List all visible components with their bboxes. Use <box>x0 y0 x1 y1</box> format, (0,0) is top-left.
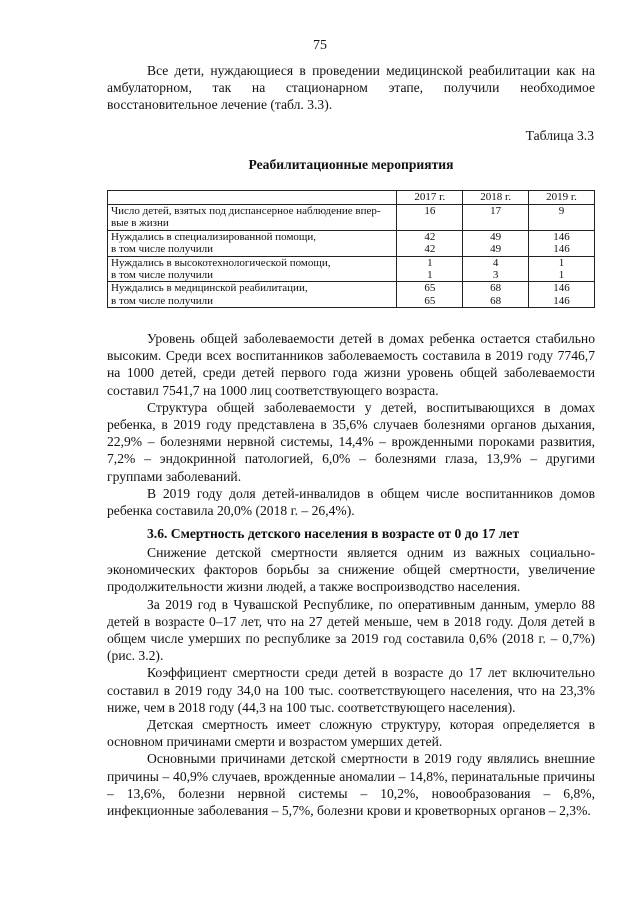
cell-2018: 49 49 <box>463 230 529 256</box>
table-header-cell: 2018 г. <box>463 191 529 205</box>
mortality-section <box>107 544 595 819</box>
table-header-cell: 2017 г. <box>397 191 463 205</box>
cell-2017: 1 1 <box>397 256 463 282</box>
morbidity-section <box>107 330 595 519</box>
paragraph: За 2019 год в Чувашской Республике, по оперативным данным, умерло 88 детей в возрасте 0–17 лет, что на 27 детей меньше, чем в 2018 году. Доля детей в общем числе умерших по республике за 2019 год составила 0,6% (2018 г. – 0,7%) (рис. 3.2). <box>107 596 595 664</box>
cell-2019: 1 1 <box>529 256 595 282</box>
table-row <box>108 282 595 308</box>
table-caption: Таблица 3.3 <box>525 128 594 143</box>
cell-2019: 146 146 <box>529 230 595 256</box>
paragraph: Снижение детской смертности является одним из важных социально-экономических факторов борьбы за снижение общей смертности, увеличение продолжительности жизни людей, а также воспроизводство населения. <box>107 545 595 595</box>
cell-2018: 17 <box>463 205 529 231</box>
table-row <box>108 230 595 256</box>
cell-2018: 68 68 <box>463 282 529 308</box>
paragraph: В 2019 году доля детей-инвалидов в общем числе воспитанников домов ребенка составила 20,0% (2018 г. – 26,4%). <box>107 485 595 519</box>
row-label: Число детей, взятых под диспансерное наблюдение впер- вые в жизни <box>108 205 397 231</box>
cell-2018: 4 3 <box>463 256 529 282</box>
cell-2019: 146 146 <box>529 282 595 308</box>
cell-2019: 9 <box>529 205 595 231</box>
paragraph: Структура общей заболеваемости у детей, воспитывающихся в домах ребенка, в 2019 году представлена в 35,6% случаев болезнями органов дыхания, 22,9% – болезнями нервной системы, 14,4% – врожденными пороками развития, 7,2% – эндокринной патологией, 6,0% – болезнями глаза, 13,9% – другими группами заболеваний. <box>107 399 595 484</box>
cell-2017: 65 65 <box>397 282 463 308</box>
section-heading: 3.6. Смертность детского населения в возрасте от 0 до 17 лет <box>147 526 520 541</box>
table-row <box>108 256 595 282</box>
paragraph: Основными причинами детской смертности в 2019 году являлись внешние причины – 40,9% случаев, врожденные аномалии – 14,8%, перинатальные причины – 13,6%, болезни нервной системы – 10,2%, новообразования – 6,8%, инфекционные заболевания – 5,7%, болезни крови и кроветворных органов – 2,3%. <box>107 751 595 819</box>
cell-2017: 42 42 <box>397 230 463 256</box>
paragraph: Детская смертность имеет сложную структуру, которая определяется в основном причинами смерти и возрастом умерших детей. <box>107 717 595 750</box>
intro-block <box>107 62 595 114</box>
table-header-cell: 2019 г. <box>529 191 595 205</box>
row-label: Нуждались в высокотехнологической помощи, в том числе получили <box>108 256 397 282</box>
row-label: Нуждались в специализированной помощи, в том числе получили <box>108 230 397 256</box>
table-title: Реабилитационные мероприятия <box>248 157 454 172</box>
intro-paragraph: Все дети, нуждающиеся в проведении медицинской реабилитации как на амбулаторном, так на стационарном этапе, получили необходимое восстановительное лечение (табл. 3.3). <box>107 63 595 113</box>
table-row <box>108 205 595 231</box>
table-header-row <box>108 191 595 205</box>
paragraph: Уровень общей заболеваемости детей в домах ребенка остается стабильно высоким. Среди всех воспитанников заболеваемость составила в 2019 году 7746,7 на 1000 детей, среди детей первого года жизни уровень общей заболеваемости составил 7541,7 на 1000 лиц соответствующего возраста. <box>107 331 595 398</box>
rehab-table <box>107 190 595 308</box>
cell-2017: 16 <box>397 205 463 231</box>
paragraph: Коэффициент смертности среди детей в возрасте до 17 лет включительно составил в 2019 году 34,0 на 100 тыс. соответствующего населения, что на 23,3% ниже, чем в 2018 году (44,3 на 100 тыс. соответствующего населения). <box>107 665 595 715</box>
row-label: Нуждались в медицинской реабилитации, в том числе получили <box>108 282 397 308</box>
page-number: 75 <box>313 38 327 53</box>
table-header-cell <box>108 191 397 205</box>
